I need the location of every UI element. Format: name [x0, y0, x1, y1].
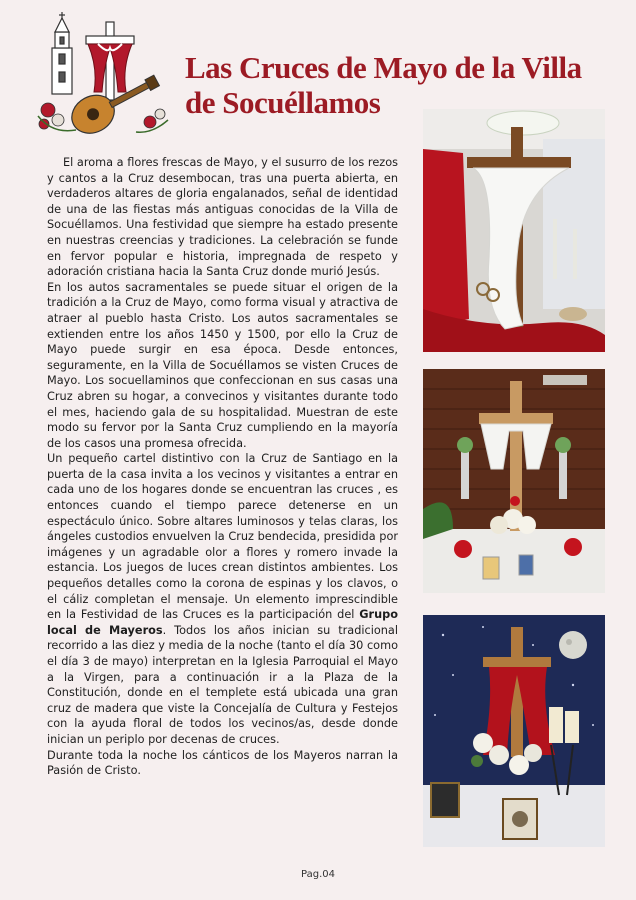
photo-cross-altar-1: [423, 109, 605, 352]
paragraph-closing: Durante toda la noche los cánticos de los Mayeros narran la Pasión de Cristo.: [47, 748, 398, 778]
cruces-logo-icon: [32, 10, 172, 140]
paragraph-tradition: [47, 451, 398, 747]
paragraph-tradition-text: Un pequeño cartel distintivo con la Cruz de Santiago en la puerta de la casa invita a los vecinos y visitantes a entrar en cada uno de los hogares donde se encuentran las cruces , es entonces cuando el tiempo parece detenerse en un espectáculo único. Sobre altares luminosos y telas claras, los ángeles custodios envuelven la Cruz bendecida, presidida por imágenes y un agradable olor a flores y romero invade la estancia. Los juegos de luces crean distintos ambientes. Los pequeños detalles como la corona de espinas y los clavos, o el cáliz completan el mensaje. Un elemento imprescindible en la Festividad de las Cruces es la participación del: [47, 452, 398, 622]
mayeros-group-name: Grupo local de Mayeros: [47, 608, 398, 637]
page-number: Pag.04: [301, 869, 335, 880]
paragraph-tradition-text-end: . Todos los años inician su tradicional recorrido a las diez y media de la noche (tanto el día 30 como el día 3 de mayo) interpretan en la Iglesia Parroquial el Mayo a la Virgen, para a continuación ir a la Plaza de la Constitución, donde en el templete está ubicada una gran cruz de madera que viste la Concejalía de Cultura y Festejos con la ayuda floral de todos los vecinos/as, desde donde inician un periplo por decenas de cruces.: [47, 623, 398, 746]
paragraph-intro: El aroma a flores frescas de Mayo, y el susurro de los rezos y cantos a la Cruz desembocan, tras una puerta abierta, en verdaderos altares de gloria engalanados, señal de identidad de una de las fiestas más antiguas conocidas de la Villa de Socuéllamos. Una festividad que siempre ha estado presente en nuestras creencias y tradiciones. La celebración se funde en fervor popular e historia, impregnada de respeto y adoración cristiana hacia la Santa Cruz donde murió Jesús.: [47, 156, 398, 279]
page-title: Las Cruces de Mayo de la Villa de Socuéllamos: [185, 50, 582, 120]
photo-cross-altar-2: [423, 369, 605, 593]
photo-cross-altar-3: [423, 615, 605, 847]
paragraph-origin: En los autos sacramentales se puede situar el origen de la tradición a la Cruz de Mayo, como forma visual y atractiva de atraer al pueblo hasta Cristo. Los autos sacramentales se extienden entre los años 1450 y 1500, por ello la Cruz de Mayo puede surgir en esa época. Desde entonces, seguramente, en la Villa de Socuéllamos se visten Cruces de Mayo. Los socuellaminos que confeccionan en sus casas una Cruz abren su hogar, a convecinos y visitantes durante todo el mes, haciendo gala de su hospitalidad. Muestran de este modo su fervor por la Santa Cruz cumpliendo en la mayoría de los casos una promesa ofrecida.: [47, 280, 398, 450]
article-body: [47, 155, 398, 779]
